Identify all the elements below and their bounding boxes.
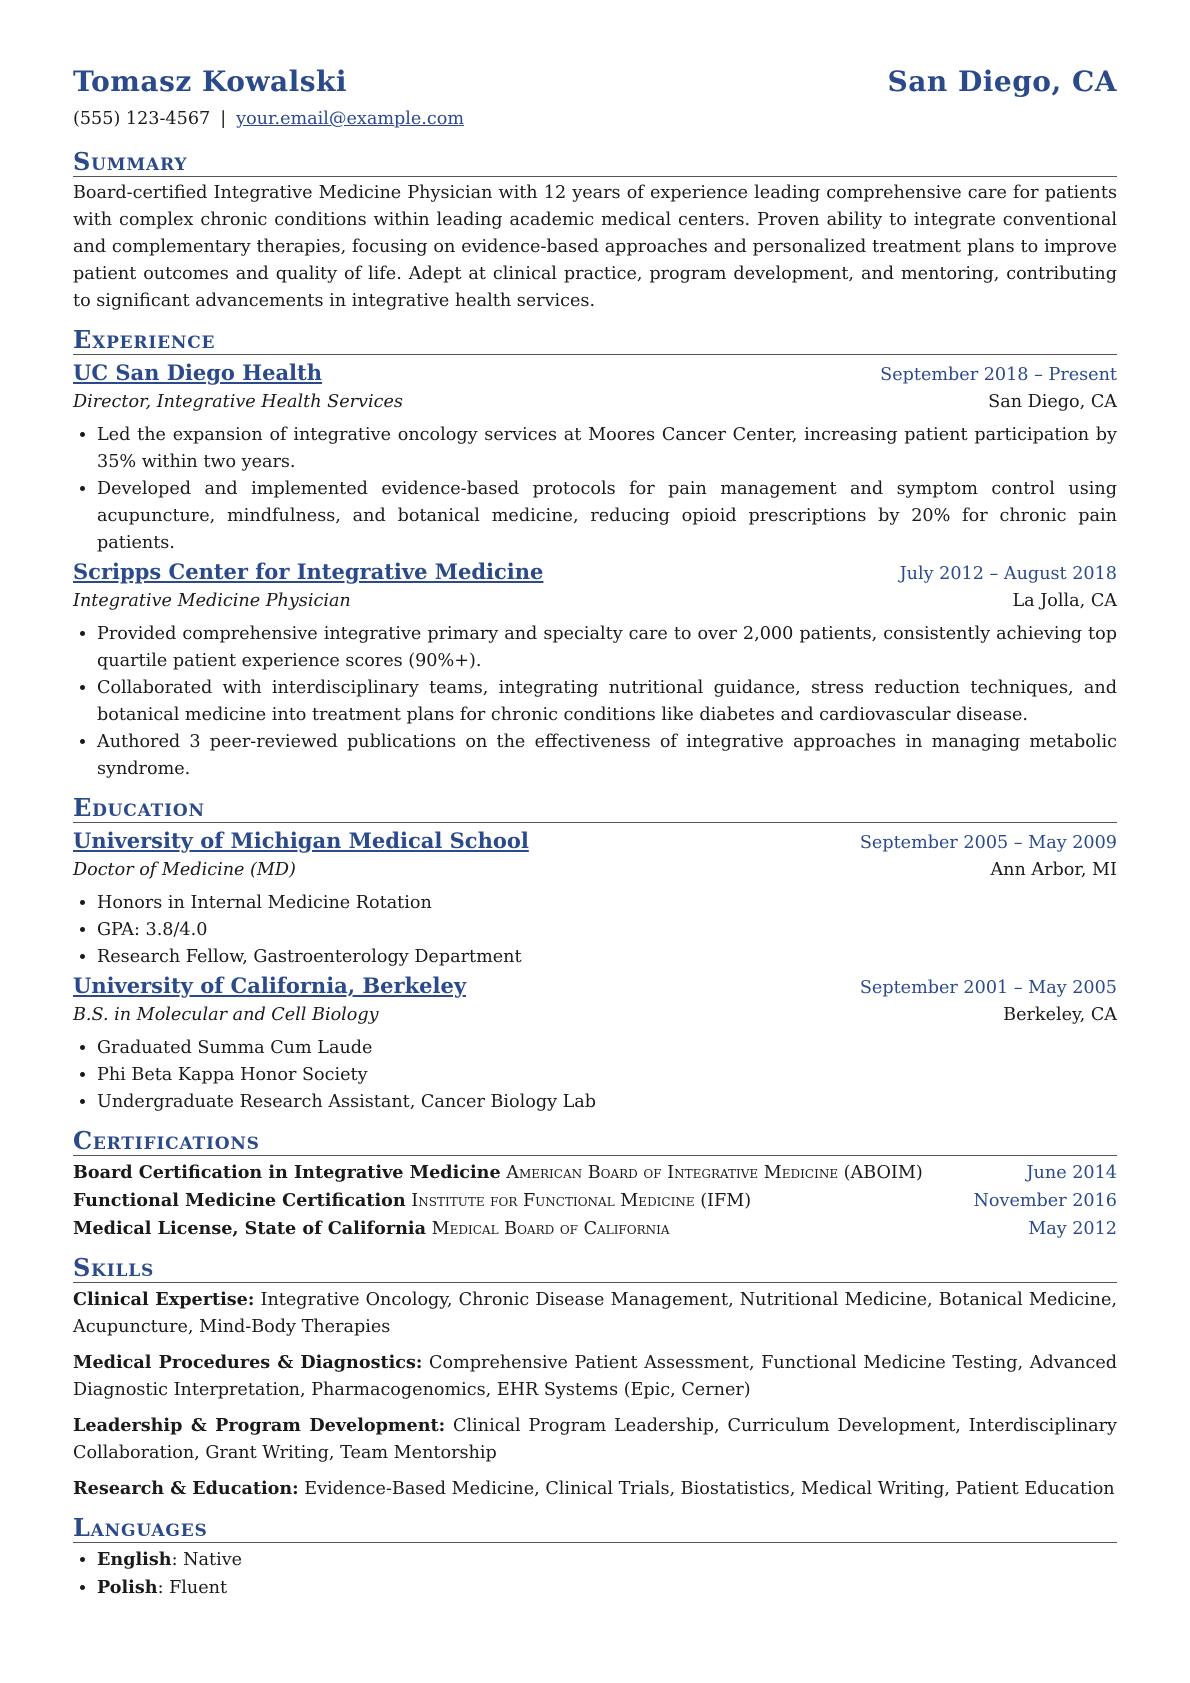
list-item: • Led the expansion of integrative oncology services at Moores Cancer Center, increasing patient participation by 35% within two years.	[97, 422, 1117, 476]
certification-row	[73, 1159, 1117, 1187]
employer-link[interactable]: Scripps Center for Integrative Medicine	[73, 559, 544, 584]
section-title-languages: Languages	[73, 1513, 1117, 1543]
list-item: • Developed and implemented evidence-based protocols for pain management and symptom control using acupuncture, mindfulness, and botanical medicine, reducing opioid prescriptions by 20% for chronic pain patients.	[97, 476, 1117, 557]
language-name: Polish	[97, 1577, 158, 1598]
skill-list: Evidence-Based Medicine, Clinical Trials, Biostatistics, Medical Writing, Patient Education	[304, 1479, 1115, 1499]
education-entry	[73, 826, 1117, 971]
contact-line	[73, 106, 1117, 133]
certification-row	[73, 1215, 1117, 1243]
school-location: Berkeley, CA	[1003, 1005, 1117, 1025]
list-item: • Honors in Internal Medicine Rotation	[97, 890, 1117, 917]
skill-group	[73, 1412, 1117, 1467]
skill-label: Research & Education:	[73, 1478, 299, 1499]
school-link[interactable]: University of Michigan Medical School	[73, 828, 529, 853]
achievement-list	[73, 422, 1117, 557]
certification-date: November 2016	[973, 1191, 1117, 1211]
candidate-location: San Diego, CA	[887, 65, 1117, 98]
school-link[interactable]: University of California, Berkeley	[73, 973, 467, 998]
skill-list: Comprehensive Patient Assessment, Functional Medicine Testing, Advanced Diagnostic Interpretation, Pharmacogenomics, EHR Systems (Epic, Cerner)	[73, 1353, 1117, 1400]
certification-issuer: American Board of Integrative Medicine (ABOIM)	[506, 1163, 923, 1183]
candidate-name: Tomasz Kowalski	[73, 65, 348, 98]
skill-label: Leadership & Program Development:	[73, 1415, 446, 1436]
certification-name: Medical License, State of California	[73, 1218, 427, 1239]
skill-list: Integrative Oncology, Chronic Disease Management, Nutritional Medicine, Botanical Medicine, Acupuncture, Mind-Body Therapies	[73, 1290, 1118, 1337]
section-title-experience: Experience	[73, 325, 1117, 355]
list-item: • Graduated Summa Cum Laude	[97, 1035, 1117, 1062]
list-item: • Collaborated with interdisciplinary teams, integrating nutritional guidance, stress reduction techniques, and botanical medicine into treatment plans for chronic conditions like diabetes and cardiovascular disease.	[97, 675, 1117, 729]
achievement-list	[73, 621, 1117, 783]
employment-dates: July 2012 – August 2018	[899, 564, 1117, 584]
education-details	[73, 890, 1117, 971]
section-title-education: Education	[73, 793, 1117, 823]
job-title: Director, Integrative Health Services	[73, 392, 403, 412]
certification-date: May 2012	[1028, 1219, 1117, 1239]
education-details	[73, 1035, 1117, 1116]
list-item: • Polish: Fluent	[97, 1574, 1117, 1602]
job-title: Integrative Medicine Physician	[73, 591, 351, 611]
resume-header	[73, 62, 1117, 102]
job-location: La Jolla, CA	[1012, 591, 1117, 611]
employer-link[interactable]: UC San Diego Health	[73, 360, 322, 385]
language-level: Fluent	[169, 1578, 228, 1598]
education-dates: September 2005 – May 2009	[859, 833, 1117, 853]
education-entry	[73, 971, 1117, 1116]
phone-number: (555) 123-4567	[73, 109, 211, 129]
list-item: • Research Fellow, Gastroenterology Department	[97, 944, 1117, 971]
employment-dates: September 2018 – Present	[880, 365, 1117, 385]
email-link[interactable]: your.email@example.com	[236, 109, 465, 129]
list-item: • Authored 3 peer-reviewed publications on the effectiveness of integrative approaches in managing metabolic syndrome.	[97, 729, 1117, 783]
education-dates: September 2001 – May 2005	[859, 978, 1117, 998]
skill-group	[73, 1475, 1117, 1503]
section-title-certifications: Certifications	[73, 1126, 1117, 1156]
experience-entry	[73, 557, 1117, 783]
language-level: Native	[183, 1550, 243, 1570]
list-item: • Undergraduate Research Assistant, Cancer Biology Lab	[97, 1089, 1117, 1116]
list-item: • Provided comprehensive integrative primary and specialty care to over 2,000 patients, consistently achieving top quartile patient experience scores (90%+).	[97, 621, 1117, 675]
certification-row	[73, 1187, 1117, 1215]
skill-list: Clinical Program Leadership, Curriculum Development, Interdisciplinary Collaboration, Grant Writing, Team Mentorship	[73, 1416, 1117, 1463]
certification-name: Board Certification in Integrative Medicine	[73, 1162, 501, 1183]
section-title-summary: Summary	[73, 147, 1117, 177]
list-item: • English: Native	[97, 1546, 1117, 1574]
language-name: English	[97, 1549, 172, 1570]
skill-group	[73, 1286, 1117, 1341]
job-location: San Diego, CA	[988, 392, 1117, 412]
certification-issuer: Institute for Functional Medicine (IFM)	[411, 1191, 752, 1211]
summary-text: Board-certified Integrative Medicine Physician with 12 years of experience leading comprehensive care for patients with complex chronic conditions within leading academic medical centers. Proven ability to integrate conventional and complementary therapies, focusing on evidence-based approaches and personalized treatment plans to improve patient outcomes and quality of life. Adept at clinical practice, program development, and mentoring, contributing to significant advancements in integrative health services.	[73, 183, 1117, 311]
skill-group	[73, 1349, 1117, 1404]
experience-entry	[73, 358, 1117, 557]
certification-issuer: Medical Board of California	[431, 1219, 670, 1239]
degree-title: B.S. in Molecular and Cell Biology	[73, 1005, 379, 1025]
list-item: • GPA: 3.8/4.0	[97, 917, 1117, 944]
skill-label: Clinical Expertise:	[73, 1289, 255, 1310]
certification-date: June 2014	[1026, 1163, 1117, 1183]
skill-label: Medical Procedures & Diagnostics:	[73, 1352, 423, 1373]
contact-separator: |	[220, 109, 227, 129]
language-list	[73, 1546, 1117, 1602]
list-item: • Phi Beta Kappa Honor Society	[97, 1062, 1117, 1089]
school-location: Ann Arbor, MI	[990, 860, 1117, 880]
degree-title: Doctor of Medicine (MD)	[73, 860, 296, 880]
section-title-skills: Skills	[73, 1253, 1117, 1283]
certification-name: Functional Medicine Certification	[73, 1190, 406, 1211]
